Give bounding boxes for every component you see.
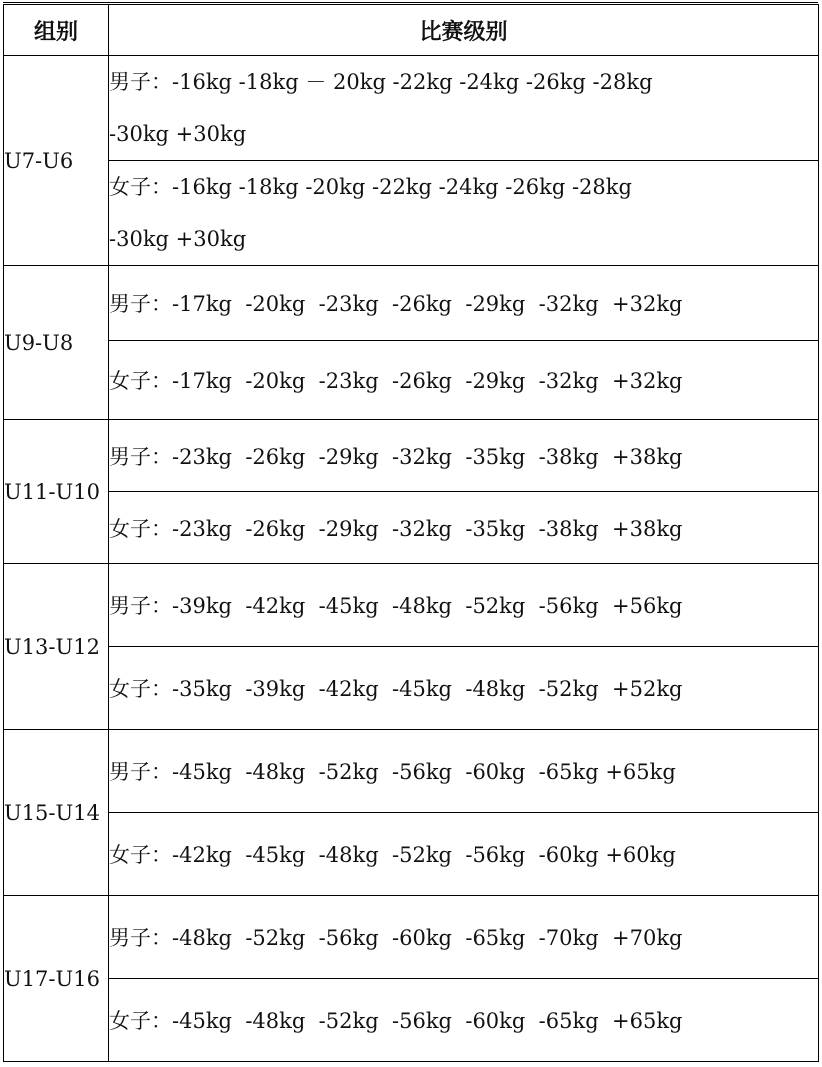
male-classes-line2: -30kg +30kg — [109, 122, 247, 146]
male-classes-cell: 男子：-23kg -26kg -29kg -32kg -35kg -38kg +38kg — [109, 420, 819, 492]
female-classes-cell: 女子：-45kg -48kg -52kg -56kg -60kg -65kg +65kg — [109, 979, 819, 1062]
female-classes-cell: 女子：-17kg -20kg -23kg -26kg -29kg -32kg +32kg — [109, 341, 819, 420]
header-row — [4, 5, 819, 56]
male-classes-cell: 男子：-39kg -42kg -45kg -48kg -52kg -56kg +56kg — [109, 564, 819, 647]
male-classes-cell: 男子：-17kg -20kg -23kg -26kg -29kg -32kg +32kg — [109, 266, 819, 341]
table-row — [4, 492, 819, 564]
weight-class-sheet — [3, 2, 818, 1065]
header-classes: 比赛级别 — [109, 5, 819, 56]
male-classes-cell — [109, 56, 819, 161]
male-classes-cell: 男子：-48kg -52kg -56kg -60kg -65kg -70kg +70kg — [109, 896, 819, 979]
table-row — [4, 979, 819, 1062]
table-row — [4, 161, 819, 266]
group-cell: U17-U16 — [4, 896, 109, 1062]
table-row — [4, 341, 819, 420]
top-rule — [3, 2, 818, 3]
table-row — [4, 813, 819, 896]
group-cell: U13-U12 — [4, 564, 109, 730]
group-cell: U7-U6 — [4, 56, 109, 266]
weight-class-table — [3, 4, 819, 1062]
female-classes-cell: 女子：-35kg -39kg -42kg -45kg -48kg -52kg +52kg — [109, 647, 819, 730]
group-cell: U11-U10 — [4, 420, 109, 564]
table-row — [4, 730, 819, 813]
table-row — [4, 647, 819, 730]
table-row — [4, 420, 819, 492]
group-cell: U15-U14 — [4, 730, 109, 896]
female-classes-line2: -30kg +30kg — [109, 227, 247, 251]
table-row — [4, 564, 819, 647]
male-classes-cell: 男子：-45kg -48kg -52kg -56kg -60kg -65kg +65kg — [109, 730, 819, 813]
male-classes-line1: 男子：-16kg -18kg － 20kg -22kg -24kg -26kg -28kg — [109, 70, 653, 94]
group-cell: U9-U8 — [4, 266, 109, 420]
table-row — [4, 896, 819, 979]
table-row — [4, 266, 819, 341]
table-row — [4, 56, 819, 161]
female-classes-cell — [109, 161, 819, 266]
header-group: 组别 — [4, 5, 109, 56]
female-classes-cell: 女子：-42kg -45kg -48kg -52kg -56kg -60kg +60kg — [109, 813, 819, 896]
female-classes-line1: 女子：-16kg -18kg -20kg -22kg -24kg -26kg -28kg — [109, 175, 632, 199]
female-classes-cell: 女子：-23kg -26kg -29kg -32kg -35kg -38kg +38kg — [109, 492, 819, 564]
